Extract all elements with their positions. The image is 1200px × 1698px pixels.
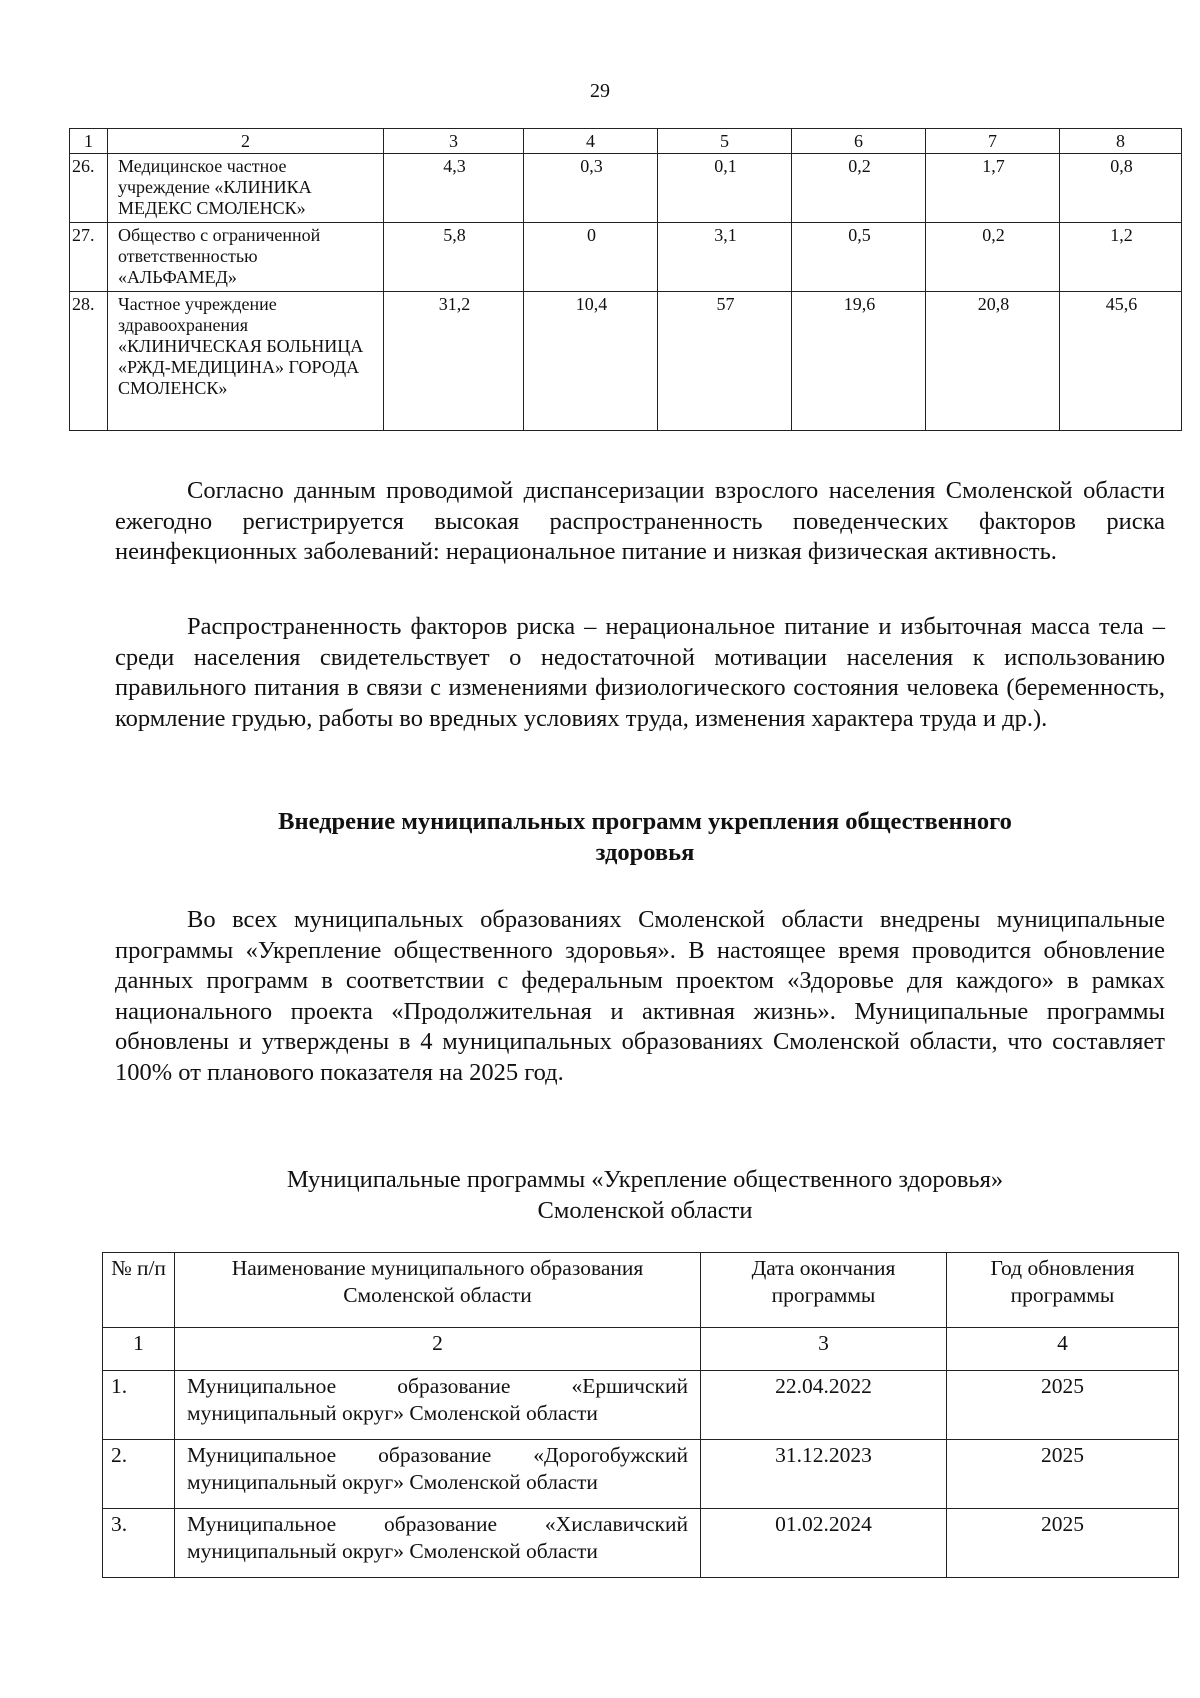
end-date: 01.02.2024	[701, 1509, 947, 1578]
cell-value: 10,4	[524, 292, 658, 431]
cell-value: 5,8	[384, 223, 524, 292]
end-date: 31.12.2023	[701, 1440, 947, 1509]
end-date: 22.04.2022	[701, 1371, 947, 1440]
organization-name: Медицинское частное учреждение «КЛИНИКА МЕДЕКС СМОЛЕНСК»	[108, 154, 384, 223]
header-end-date: Дата окончания программы	[701, 1253, 947, 1328]
cell-value: 57	[658, 292, 792, 431]
table-header-row	[70, 129, 1182, 154]
column-number: 3	[384, 129, 524, 154]
municipality-name-line: Муниципальное образование «Дорогобужский	[187, 1443, 688, 1467]
column-number: 2	[175, 1328, 701, 1371]
update-year: 2025	[947, 1371, 1179, 1440]
column-number: 4	[524, 129, 658, 154]
section-title-line: здоровья	[595, 839, 695, 866]
municipality-name-line: Муниципальное образование «Хиславичский	[187, 1512, 688, 1536]
column-number: 4	[947, 1328, 1179, 1371]
row-number: 28.	[70, 292, 108, 431]
table-row	[103, 1440, 1179, 1509]
municipality-name-line: муниципальный округ» Смоленской области	[187, 1401, 598, 1425]
column-number: 7	[926, 129, 1060, 154]
header-name: Наименование муниципального образования Смоленской области	[175, 1253, 701, 1328]
row-number: 1.	[103, 1371, 175, 1440]
section-title-line: Внедрение муниципальных программ укрепления общественного	[278, 808, 1012, 835]
municipality-name-line: муниципальный округ» Смоленской области	[187, 1470, 598, 1494]
row-number: 2.	[103, 1440, 175, 1509]
update-year: 2025	[947, 1440, 1179, 1509]
municipality-name	[175, 1509, 701, 1578]
indicators-table	[69, 128, 1182, 431]
cell-value: 3,1	[658, 223, 792, 292]
column-number: 5	[658, 129, 792, 154]
column-number: 1	[70, 129, 108, 154]
table-row	[103, 1371, 1179, 1440]
row-number: 26.	[70, 154, 108, 223]
cell-value: 4,3	[384, 154, 524, 223]
paragraph: Во всех муниципальных образованиях Смоленской области внедрены муниципальные программы «Укрепление общественного здоровья». В настоящее время проводится обновление данных программ в соответствии с федеральным проектом «Здоровье для каждого» в рамках национального проекта «Продолжительная и активная жизнь». Муниципальные программы обновлены и утверждены в 4 муниципальных образованиях Смоленской области, что составляет 100% от планового показателя на 2025 год.	[115, 906, 1165, 1086]
cell-value: 45,6	[1060, 292, 1182, 431]
table-header-row	[103, 1253, 1179, 1328]
column-number: 2	[108, 129, 384, 154]
municipality-name-line: Муниципальное образование «Ершичский	[187, 1374, 688, 1398]
page-number: 29	[590, 80, 610, 102]
table-caption	[120, 1164, 1170, 1226]
cell-value: 19,6	[792, 292, 926, 431]
cell-value: 0,3	[524, 154, 658, 223]
cell-value: 0,1	[658, 154, 792, 223]
cell-value: 0,2	[926, 223, 1060, 292]
section-title	[120, 806, 1170, 868]
row-number: 27.	[70, 223, 108, 292]
programs-table	[102, 1252, 1179, 1578]
municipality-name	[175, 1440, 701, 1509]
header-num: № п/п	[103, 1253, 175, 1328]
column-numbers-row	[103, 1328, 1179, 1371]
table-caption-line: Муниципальные программы «Укрепление общественного здоровья»	[286, 1166, 1004, 1193]
cell-value: 31,2	[384, 292, 524, 431]
table-caption-line: Смоленской области	[537, 1197, 753, 1224]
header-update-year: Год обновления программы	[947, 1253, 1179, 1328]
municipality-name-line: муниципальный округ» Смоленской области	[187, 1539, 598, 1563]
cell-value: 1,2	[1060, 223, 1182, 292]
table-row	[70, 223, 1182, 292]
cell-value: 20,8	[926, 292, 1060, 431]
table-row	[103, 1509, 1179, 1578]
cell-value: 0,8	[1060, 154, 1182, 223]
column-number: 8	[1060, 129, 1182, 154]
update-year: 2025	[947, 1509, 1179, 1578]
cell-value: 0,2	[792, 154, 926, 223]
cell-value: 0	[524, 223, 658, 292]
organization-name: Частное учреждение здравоохранения «КЛИНИЧЕСКАЯ БОЛЬНИЦА «РЖД-МЕДИЦИНА» ГОРОДА СМОЛЕНСК»	[108, 292, 384, 431]
table-row	[70, 154, 1182, 223]
column-number: 1	[103, 1328, 175, 1371]
table-row	[70, 292, 1182, 431]
paragraph: Согласно данным проводимой диспансеризации взрослого населения Смоленской области ежегодно регистрируется высокая распространенность поведенческих факторов риска неинфекционных заболеваний: нерациональное питание и низкая физическая активность.	[115, 477, 1165, 565]
cell-value: 0,5	[792, 223, 926, 292]
organization-name: Общество с ограниченной ответственностью «АЛЬФАМЕД»	[108, 223, 384, 292]
column-number: 6	[792, 129, 926, 154]
paragraph: Распространенность факторов риска – нерациональное питание и избыточная масса тела – среди населения свидетельствует о недостаточной мотивации населения к использованию правильного питания в связи с изменениями физиологического состояния человека (беременность, кормление грудью, работы во вредных условиях труда, изменения характера труда и др.).	[115, 613, 1165, 732]
row-number: 3.	[103, 1509, 175, 1578]
cell-value: 1,7	[926, 154, 1060, 223]
column-number: 3	[701, 1328, 947, 1371]
municipality-name	[175, 1371, 701, 1440]
